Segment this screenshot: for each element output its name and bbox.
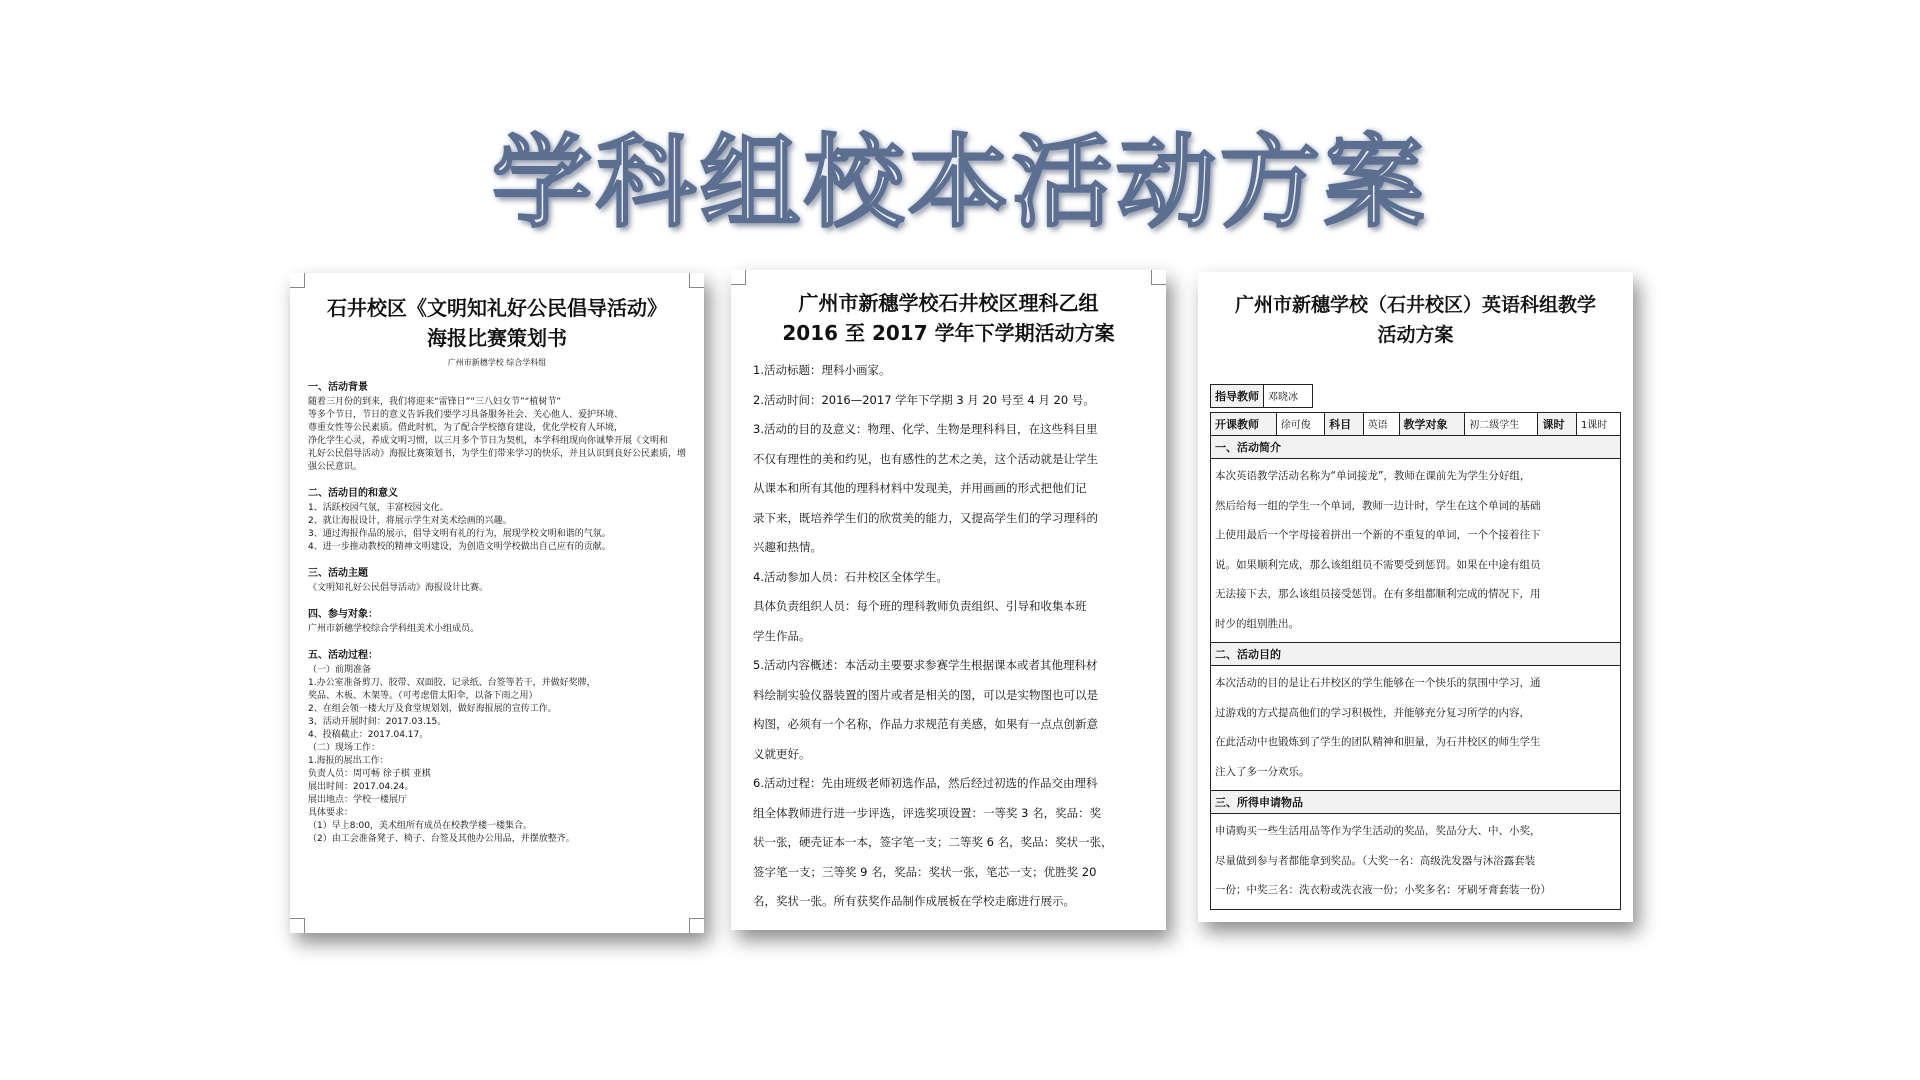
text-line: 录下来，既培养学生们的欣赏美的能力，又提高学生们的学习理科的: [753, 510, 1098, 525]
text-line: 组全体教师进行进一步评选，评选奖项设置：一等奖 3 名，奖品：奖: [753, 805, 1102, 820]
doc-title-line1: 石井校区《文明知礼好公民倡导活动》: [327, 296, 667, 320]
info-cell: 课时: [1538, 413, 1576, 436]
text-line: 4、进一步推动教校的精神文明建设，为创造文明学校做出自己应有的贡献。: [308, 542, 611, 552]
doc-title-line1: 广州市新穗学校石井校区理科乙组: [798, 291, 1099, 315]
text-line: 3、活动开展时间：2017.03.15。: [308, 717, 447, 727]
teacher-info-row: [1211, 413, 1621, 436]
text-line: 1、活跃校园气氛，丰富校园文化。: [308, 503, 449, 513]
text-line: 名，奖状一张。所有获奖作品制作成展板在学校走廊进行展示。: [753, 894, 1075, 908]
text-line: 1.办公室准备剪刀、胶带、双面胶、记录纸、台签等若干，并做好奖牌，: [308, 678, 596, 688]
text-line: 4、投稿截止：2017.04.17。: [308, 730, 429, 740]
text-line: 本次活动的目的是让石井校区的学生能够在一个快乐的氛围中学习，通: [1215, 677, 1541, 689]
text-line: 尽量做到参与者都能拿到奖品。（大奖一名：高级洗发器与沐浴露套装: [1215, 854, 1536, 867]
text-line: 申请购买一些生活用品等作为学生活动的奖品，奖品分大、中、小奖，: [1215, 825, 1541, 837]
doc-title-line2: 活动方案: [1377, 324, 1454, 346]
text-line: 随着三月份的到来，我们将迎来“雷锋日”“三八妇女节”“植树节”: [308, 397, 561, 407]
section-heading: 一、活动背景: [308, 382, 368, 393]
section-body: [1211, 666, 1621, 791]
activity-table: [1210, 412, 1621, 910]
text-line: 1.活动标题：理科小画家。: [753, 363, 891, 377]
page-corner-mark: [1151, 270, 1166, 285]
info-value: 邓晓冰: [1264, 385, 1313, 408]
text-line: 2、就让海报设计，将展示学生对美术绘画的兴趣。: [308, 516, 512, 526]
text-line: 净化学生心灵，养成文明习惯，以三月多个节日为契机，本学科组现向你诚挚开展《文明和: [308, 436, 669, 446]
info-cell: 科目: [1325, 413, 1363, 436]
section-body-row: [1211, 459, 1621, 643]
section-heading: 三、活动主题: [308, 568, 368, 579]
section-body-row: [1211, 666, 1621, 791]
info-label: 指导教师: [1211, 385, 1264, 408]
text-line: （2）由工会准备凳子、椅子、台签及其他办公用品，并摆放整齐。: [308, 834, 575, 844]
text-line: 《文明知礼好公民倡导活动》海报设计比赛。: [308, 583, 489, 593]
section-body-row: [1211, 814, 1621, 910]
section-row: [1211, 643, 1621, 666]
text-line: 展出地点：学校一楼展厅: [308, 795, 408, 805]
text-line: 具体负责组织人员：每个班的理科教师负责组织、引导和收集本班: [753, 599, 1087, 613]
page-corner-mark: [689, 273, 704, 288]
text-line: 2.活动时间：2016—2017 学年下学期 3 月 20 号至 4 月 20 号。: [753, 392, 1095, 407]
section-heading: 一、活动简介: [1211, 436, 1621, 459]
section-row: [1211, 791, 1621, 814]
text-line: 3.活动的目的及意义：物理、化学、生物是理科科目，在这些科目里: [753, 422, 1098, 436]
text-line: 尊重女性等公民素质。借此时机，为了配合学校德育建设，优化学校育人环境，: [308, 423, 624, 433]
info-cell: 教学对象: [1399, 413, 1465, 436]
text-line: 6.活动过程：先由班级老师初选作品，然后经过初选的作品交由理科: [753, 776, 1098, 790]
doc-subtitle: 广州市新穗学校 综合学科组: [447, 358, 547, 367]
text-line: 2、在组会领一楼大厅及食堂规划划，做好海报展的宣传工作。: [308, 704, 557, 714]
text-line: 注入了多一分欢乐。: [1215, 765, 1310, 778]
doc-title-line1: 广州市新穗学校（石井校区）英语科组教学: [1234, 294, 1596, 316]
text-line: 料绘制实验仪器装置的图片或者是相关的图，可以是实物图也可以是: [753, 687, 1098, 702]
text-line: （二）现场工作：: [308, 743, 381, 753]
section-heading: 三、所得申请物品: [1211, 791, 1621, 814]
text-line: （一）前期准备: [308, 665, 372, 675]
document-middle: [731, 270, 1166, 930]
text-line: 构图，必须有一个名称，作品力求规范有美感，如果有一点点创新意: [753, 717, 1098, 731]
page-corner-mark: [290, 273, 305, 288]
text-line: 兴趣和热情。: [753, 540, 822, 554]
text-line: 不仅有理性的美和约见，也有感性的艺术之美，这个活动就是让学生: [753, 451, 1098, 466]
text-line: 从课本和所有其他的理科材料中发现美，并用画画的形式把他们记: [753, 481, 1087, 495]
text-line: 广州市新穗学校综合学科组美术小组成员。: [308, 624, 480, 634]
doc-title-line2: 2016 至 2017 学年下学期活动方案: [782, 321, 1115, 345]
text-line: 说。如果顺利完成，那么该组组员不需要受到惩罚。如果在中途有组员: [1215, 558, 1541, 571]
text-line: 强公民意识。: [308, 462, 363, 472]
text-line: 然后给每一组的学生一个单词，教师一边计时，学生在这个单词的基础: [1215, 499, 1541, 512]
text-line: 一份；中奖三名：洗衣粉或洗衣液一份；小奖多名：牙刷牙膏套装一份）: [1215, 884, 1551, 896]
text-line: 上使用最后一个字母接着拼出一个新的不重复的单词，一个个接着往下: [1215, 529, 1541, 541]
page-corner-mark: [290, 918, 305, 933]
document-right: [1198, 272, 1633, 922]
text-line: 时少的组别胜出。: [1215, 617, 1299, 630]
text-line: 等多个节日，节日的意义告诉我们要学习具备服务社会、关心他人、爱护环境、: [308, 410, 624, 420]
info-cell: 初二级学生: [1465, 413, 1538, 436]
section-body: [1211, 814, 1621, 910]
text-line: 状一张，硬壳证本一本，签字笔一支；二等奖 6 名，奖品：奖状一张，: [753, 835, 1113, 849]
page-corner-mark: [689, 918, 704, 933]
info-table: [1210, 384, 1313, 408]
document-left: [290, 273, 704, 933]
section-heading: 四、参与对象：: [308, 609, 378, 620]
page-corner-mark: [731, 270, 746, 285]
doc-title-line2: 海报比赛策划书: [427, 326, 567, 350]
section-heading: 二、活动目的: [1211, 643, 1621, 666]
text-line: 奖品、木板、木架等。（可考虑借太阳伞，以备下雨之用）: [308, 691, 538, 701]
text-line: （1）早上8:00，美术组所有成员在校教学楼一楼集合。: [308, 821, 532, 831]
info-cell: 英语: [1363, 413, 1399, 436]
doc-left-body: [308, 378, 686, 846]
doc-middle-body: [753, 356, 1144, 917]
info-cell: 开课教师: [1211, 413, 1277, 436]
section-heading: 二、活动目的和意义: [308, 488, 398, 499]
text-line: 展出时间：2017.04.24。: [308, 782, 414, 792]
text-line: 礼好公民倡导活动》海报比赛策划书，为学生们带来学习的快乐，并且认识到良好公民素质，增: [308, 449, 687, 459]
text-line: 3、通过海报作品的展示，倡导文明有礼的行为，展现学校文明和谐的气氛。: [308, 529, 611, 539]
text-line: 无法接下去，那么该组员接受惩罚。在有多组都顺利完成的情况下，用: [1215, 588, 1541, 600]
text-line: 学生作品。: [753, 628, 811, 643]
section-body: [1211, 459, 1621, 643]
info-cell: 1课时: [1576, 413, 1620, 436]
text-line: 过游戏的方式提高他们的学习积极性，并能够充分复习所学的内容，: [1215, 706, 1530, 719]
text-line: 5.活动内容概述：本活动主要要求参赛学生根据课本或者其他理科材: [753, 658, 1098, 672]
text-line: 1.海报的展出工作：: [308, 756, 389, 766]
text-line: 签字笔一支；三等奖 9 名，奖品：奖状一张，笔芯一支；优胜奖 20: [753, 864, 1097, 879]
section-heading: 五、活动过程：: [308, 650, 378, 661]
text-line: 在此活动中也锻炼到了学生的团队精神和胆量，为石井校区的师生学生: [1215, 736, 1541, 748]
slide-title: 学科组校本活动方案: [492, 124, 1428, 241]
text-line: 负责人员：周可畅 徐子棋 亚棋: [308, 769, 431, 779]
text-line: 本次英语教学活动名称为“单词接龙”，教师在课前先为学生分好组，: [1215, 470, 1531, 482]
text-line: 4.活动参加人员：石井校区全体学生。: [753, 569, 948, 584]
section-row: [1211, 436, 1621, 459]
text-line: 具体要求：: [308, 808, 354, 818]
text-line: 义就更好。: [753, 746, 811, 761]
info-cell: 徐可俊: [1276, 413, 1324, 436]
